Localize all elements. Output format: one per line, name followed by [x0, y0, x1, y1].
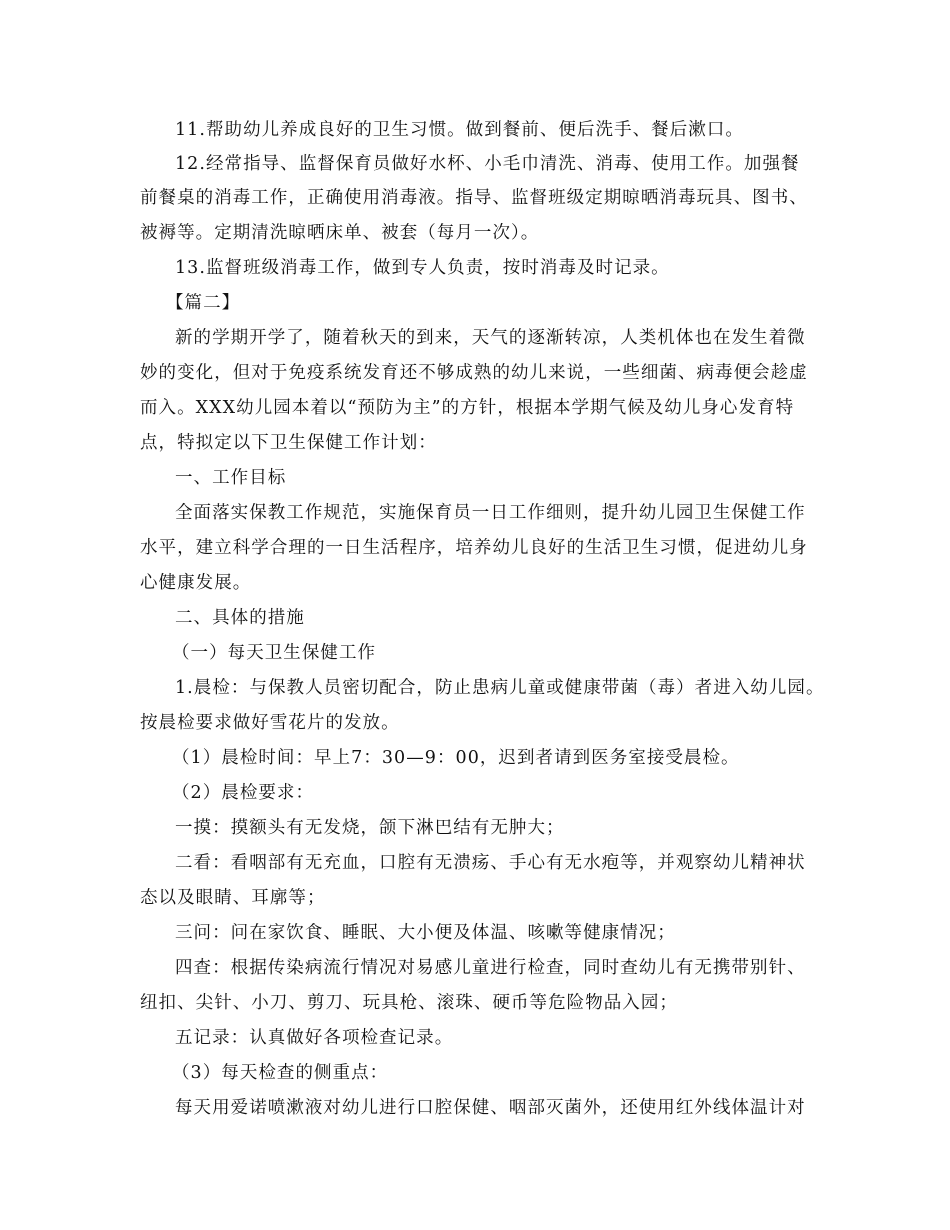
subheading: 一、工作目标	[175, 468, 287, 488]
paragraph-line: 四查：根据传染病流行情况对易感儿童进行检查，同时查幼儿有无携带别针、	[175, 958, 806, 978]
paragraph-line: （3）每天检查的侧重点：	[172, 1063, 389, 1083]
paragraph-line: 前餐桌的消毒工作，正确使用消毒液。指导、监督班级定期晾晒消毒玩具、图书、	[140, 188, 808, 208]
paragraph-line: 点，特拟定以下卫生保健工作计划：	[140, 433, 437, 453]
paragraph-line: 妙的变化，但对于免疫系统发育还不够成熟的幼儿来说，一些细菌、病毒便会趁虚	[140, 363, 808, 383]
paragraph-line: 11.帮助幼儿养成良好的卫生习惯。做到餐前、便后洗手、餐后漱口。	[175, 120, 744, 140]
section-heading: 【篇二】	[166, 293, 241, 313]
paragraph-line: 按晨检要求做好雪花片的发放。	[140, 713, 400, 733]
paragraph-line: （1）晨检时间：早上7：30—9：00，迟到者请到医务室接受晨检。	[172, 748, 740, 768]
paragraph-line: 1.晨检：与保教人员密切配合，防止患病儿童或健康带菌（毒）者进入幼儿园。	[175, 678, 825, 698]
paragraph-line: 态以及眼睛、耳廓等；	[140, 888, 326, 908]
paragraph-line: 五记录：认真做好各项检查记录。	[175, 1028, 454, 1048]
subheading: （一）每天卫生保健工作	[172, 643, 377, 663]
paragraph-line: 被褥等。定期清洗晾晒床单、被套（每月一次）。	[140, 223, 540, 243]
paragraph-line: 心健康发展。	[140, 573, 252, 593]
paragraph-line: 三问：问在家饮食、睡眠、大小便及体温、咳嗽等健康情况；	[175, 923, 676, 943]
paragraph-line: 新的学期开学了，随着秋天的到来，天气的逐渐转凉，人类机体也在发生着微	[175, 328, 806, 348]
paragraph-line: 纽扣、尖针、小刀、剪刀、玩具枪、滚珠、硬币等危险物品入园；	[140, 993, 678, 1013]
paragraph-line: 全面落实保教工作规范，实施保育员一日工作细则，提升幼儿园卫生保健工作	[175, 503, 806, 523]
paragraph-line: 水平，建立科学合理的一日生活程序，培养幼儿良好的生活卫生习惯，促进幼儿身	[140, 538, 808, 558]
paragraph-line: （2）晨检要求：	[172, 783, 315, 803]
paragraph-line: 13.监督班级消毒工作，做到专人负责，按时消毒及时记录。	[175, 258, 670, 278]
paragraph-line: 而入。XXX幼儿园本着以“预防为主”的方针，根据本学期气候及幼儿身心发育特	[140, 398, 795, 418]
subheading: 二、具体的措施	[175, 608, 305, 628]
paragraph-line: 每天用爱诺喷漱液对幼儿进行口腔保健、咽部灭菌外，还使用红外线体温计对	[175, 1098, 806, 1118]
paragraph-line: 12.经常指导、监督保育员做好水杯、小毛巾清洗、消毒、使用工作。加强餐	[175, 154, 800, 174]
paragraph-line: 二看：看咽部有无充血，口腔有无溃疡、手心有无水疱等，并观察幼儿精神状	[175, 853, 806, 873]
paragraph-line: 一摸：摸额头有无发烧，颌下淋巴结有无肿大；	[175, 818, 565, 838]
